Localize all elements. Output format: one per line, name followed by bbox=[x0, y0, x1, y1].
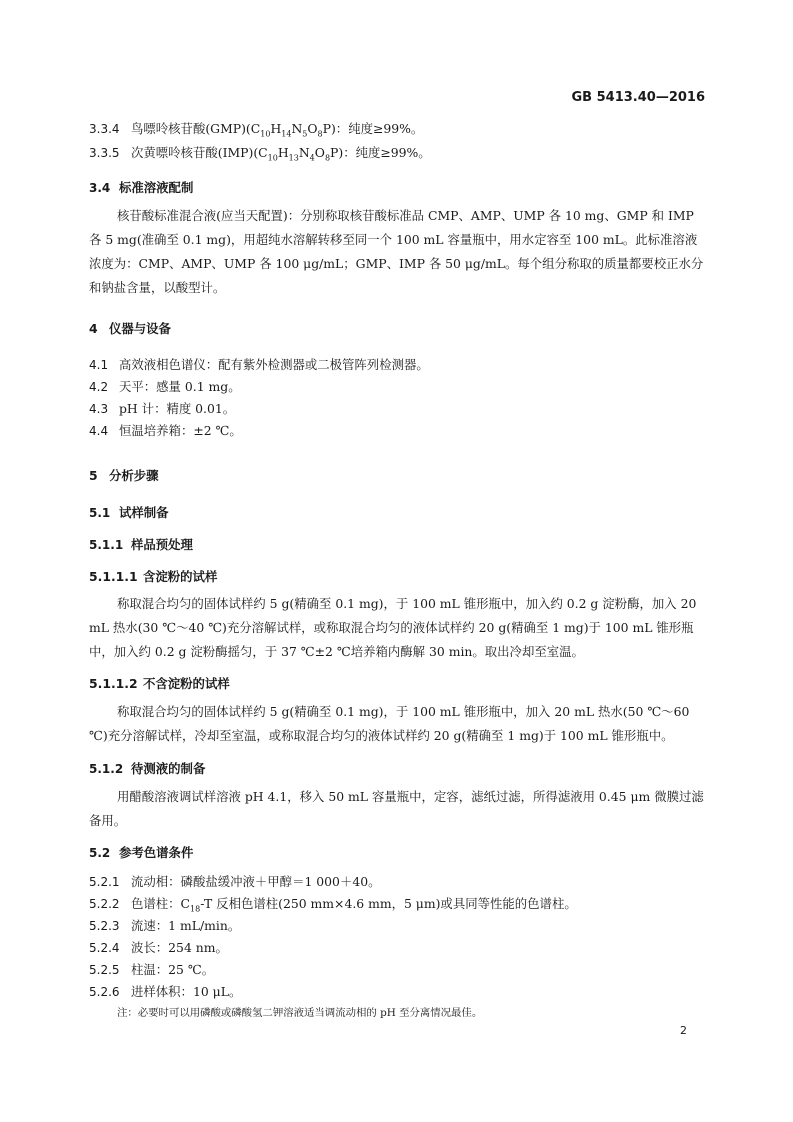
heading-title: 参考色谱条件 bbox=[119, 845, 194, 860]
heading-4 bbox=[89, 319, 171, 337]
standard-id: GB 5413.40—2016 bbox=[571, 90, 705, 105]
clause-4-2: 4.2 天平：感量 0.1 mg。 bbox=[89, 379, 241, 394]
heading-5 bbox=[89, 466, 159, 484]
clause-number: 4.3 bbox=[89, 402, 109, 416]
note: 注：必要时可以用磷酸或磷酸氢二钾溶液适当调流动相的 pH 至分离情况最佳。 bbox=[117, 1007, 483, 1019]
heading-title: 试样制备 bbox=[119, 505, 169, 520]
clause-5-2-2: 5.2.2 色谱柱：$C_{18}-T$ 反相色谱柱(250 mm×4.6 mm，5 μm)或具同等性能的色谱柱。 bbox=[89, 896, 577, 914]
heading-title: 待测液的制备 bbox=[131, 761, 206, 776]
clause-5-2-4: 5.2.4 波长：254 nm。 bbox=[89, 940, 228, 955]
heading-number: 5.1 bbox=[89, 506, 111, 520]
clause-5-2-3: 5.2.3 流速：1 mL/min。 bbox=[89, 918, 241, 933]
paragraph-5-1-2: 用醋酸溶液调试样溶液 pH 4.1，移入 50 mL 容量瓶中，定容，滤纸过滤，所得滤液用 0.45 μm 微膜过滤备用。 bbox=[89, 789, 704, 828]
heading-title: 仪器与设备 bbox=[109, 321, 171, 336]
clause-3-3-4: 3.3.4 鸟嘌呤核苷酸$(GMP)(C_{10}H_{14}N_5O_8P)$：纯度≥99%。 bbox=[89, 121, 424, 139]
clause-number: 5.2.3 bbox=[89, 919, 120, 933]
heading-number: 5 bbox=[89, 468, 98, 483]
heading-title: 含淀粉的试样 bbox=[143, 569, 218, 584]
heading-5-2 bbox=[89, 843, 193, 861]
clause-4-4: 4.4 恒温培养箱：±2 ℃。 bbox=[89, 423, 242, 438]
heading-number: 5.1.1.2 bbox=[89, 676, 138, 691]
clause-number: 5.2.4 bbox=[89, 941, 120, 955]
heading-title: 不含淀粉的试样 bbox=[143, 676, 230, 691]
heading-title: 样品预处理 bbox=[131, 537, 193, 552]
heading-5-1-1 bbox=[89, 535, 193, 553]
heading-5-1-2 bbox=[89, 759, 205, 777]
clause-number: 4.1 bbox=[89, 358, 109, 372]
page-number: 2 bbox=[680, 1024, 687, 1037]
paragraph-3-4: 核苷酸标准混合液(应当天配置)：分别称取核苷酸标准品 CMP、AMP、UMP 各 10 mg、GMP 和 IMP 各 5 mg(准确至 0.1 mg)，用超纯水溶解转移至同一个 100 mL 容量瓶中，用水定容至 100 mL。此标准溶液浓度为：CMP、AMP、UMP 各 100 μg/mL；GMP、IMP 各 50 μg/mL。每个组分称取的质量都要校正水分和钠盐含量，以酸型计。 bbox=[89, 208, 704, 295]
heading-number: 5.1.1 bbox=[89, 538, 124, 552]
clause-5-2-5: 5.2.5 柱温：25 ℃。 bbox=[89, 962, 215, 977]
clause-number: 3.3.4 bbox=[89, 122, 120, 136]
heading-5-1-1-2 bbox=[89, 674, 230, 692]
heading-number: 3.4 bbox=[89, 181, 111, 195]
clause-number: 5.2.1 bbox=[89, 875, 120, 889]
clause-4-1: 4.1 高效液相色谱仪：配有紫外检测器或二极管阵列检测器。 bbox=[89, 357, 429, 372]
paragraph-5-1-1-2: 称取混合均匀的固体试样约 5 g(精确至 0.1 mg)，于 100 mL 锥形瓶中，加入 20 mL 热水(50 ℃～60 ℃)充分溶解试样，冷却至室温，或称取混合均匀的液体试样约 20 g(精确至 1 mg)于 100 mL 锥形瓶中。 bbox=[89, 704, 690, 743]
heading-5-1 bbox=[89, 503, 169, 521]
clause-4-3: 4.3 pH 计：精度 0.01。 bbox=[89, 401, 236, 416]
clause-5-2-6: 5.2.6 进样体积：10 μL。 bbox=[89, 984, 242, 999]
heading-number: 5.2 bbox=[89, 846, 111, 860]
clause-number: 4.2 bbox=[89, 380, 109, 394]
heading-3-4 bbox=[89, 178, 193, 196]
paragraph-5-1-1-1: 称取混合均匀的固体试样约 5 g(精确至 0.1 mg)，于 100 mL 锥形瓶中，加入约 0.2 g 淀粉酶，加入 20 mL 热水(30 ℃～40 ℃)充分溶解试样，或称取混合均匀的液体试样约 20 g(精确至 1 mg)于 100 mL 锥形瓶中，加入约 0.2 g 淀粉酶摇匀，于 37 ℃±2 ℃培养箱内酶解 30 min。取出冷却至室温。 bbox=[89, 596, 697, 659]
clause-number: 5.2.5 bbox=[89, 963, 120, 977]
clause-number: 4.4 bbox=[89, 424, 109, 438]
heading-number: 5.1.2 bbox=[89, 762, 124, 776]
heading-title: 分析步骤 bbox=[109, 468, 159, 483]
heading-number: 5.1.1.1 bbox=[89, 569, 138, 584]
clause-number: 3.3.5 bbox=[89, 146, 120, 160]
heading-title: 标准溶液配制 bbox=[119, 180, 194, 195]
clause-3-3-5: 3.3.5 次黄嘌呤核苷酸$(IMP)(C_{10}H_{13}N_4O_8P)$：纯度≥99%。 bbox=[89, 145, 431, 163]
clause-number: 5.2.2 bbox=[89, 897, 120, 911]
heading-5-1-1-1 bbox=[89, 567, 217, 585]
clause-5-2-1: 5.2.1 流动相：磷酸盐缓冲液＋甲醇＝1 000＋40。 bbox=[89, 874, 381, 889]
heading-number: 4 bbox=[89, 321, 98, 336]
clause-number: 5.2.6 bbox=[89, 985, 120, 999]
